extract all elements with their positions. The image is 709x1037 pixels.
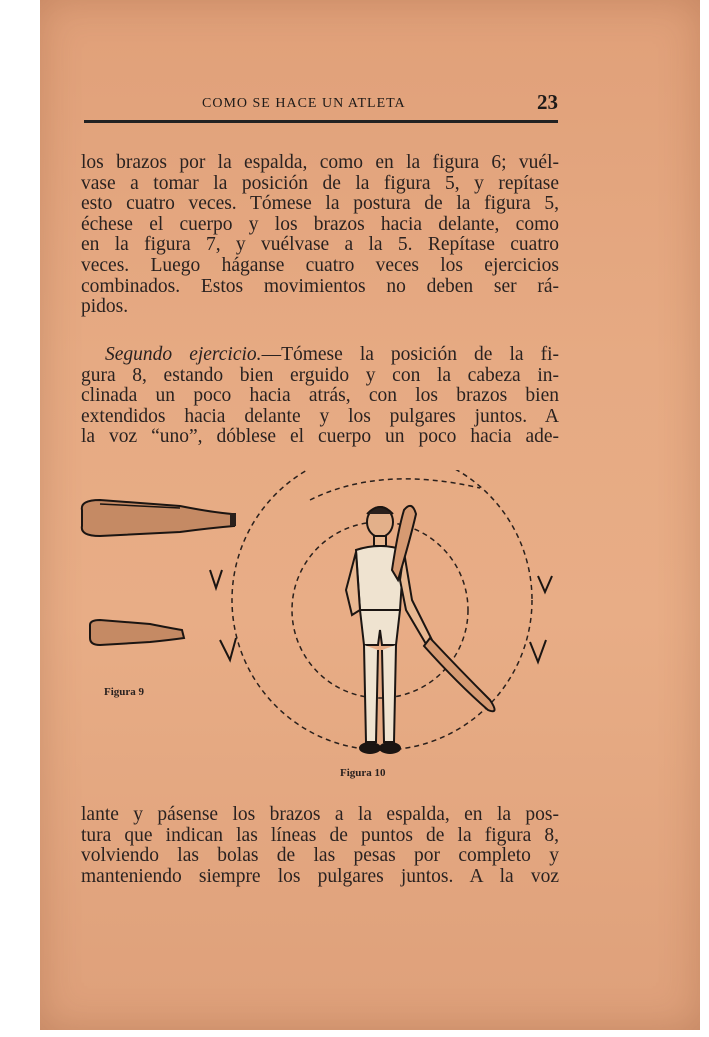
athlete-figure xyxy=(346,507,432,753)
text-line: esto cuatro veces. Tómese la postura de la figura 5, xyxy=(81,193,559,215)
text-line: combinados. Estos movimientos no deben ser rá- xyxy=(81,275,559,297)
exercise-illustration xyxy=(60,470,580,770)
paragraph-1 xyxy=(81,153,559,318)
large-club-drawing xyxy=(82,500,236,536)
text-line: pidos. xyxy=(81,296,129,318)
text-line: échese el cuerpo y los brazos hacia delante, como xyxy=(81,213,559,235)
text-line-first xyxy=(81,345,559,366)
section-lead: Segundo ejercicio. xyxy=(105,344,262,365)
text-line: la voz “uno”, dóblese el cuerpo un poco hacia ade- xyxy=(81,426,559,448)
text-line: veces. Luego háganse cuatro veces los ejercicios xyxy=(81,254,559,276)
text-line: volviendo las bolas de las pesas por completo y xyxy=(81,845,559,867)
text-line-rest: —Tómese la posición de la fi- xyxy=(261,344,559,365)
text-line: manteniendo siempre los pulgares juntos. A la voz xyxy=(81,865,559,887)
figure-10-caption: Figura 10 xyxy=(340,767,386,779)
running-title: COMO SE HACE UN ATLETA xyxy=(202,96,406,111)
small-club-drawing xyxy=(90,620,184,645)
page-header xyxy=(84,92,558,123)
page-number: 23 xyxy=(537,90,558,114)
text-line: extendidos hacia delante y los pulgares juntos. A xyxy=(81,405,559,427)
paragraph-3 xyxy=(81,805,559,887)
paragraph-2 xyxy=(81,345,559,448)
text-line: lante y pásense los brazos a la espalda, en la pos- xyxy=(81,804,559,825)
text-line: vase a tomar la posición de la figura 5, y repítase xyxy=(81,172,559,194)
text-line: los brazos por la espalda, como en la figura 6; vuél- xyxy=(81,152,559,173)
text-line: gura 8, estando bien erguido y con la cabeza in- xyxy=(81,364,559,386)
text-line: tura que indican las líneas de puntos de la figura 8, xyxy=(81,824,559,846)
text-line: clinada un poco hacia atrás, con los brazos bien xyxy=(81,385,559,407)
text-line: en la figura 7, y vuélvase a la 5. Repítase cuatro xyxy=(81,234,559,256)
figure-9-caption: Figura 9 xyxy=(104,686,145,698)
